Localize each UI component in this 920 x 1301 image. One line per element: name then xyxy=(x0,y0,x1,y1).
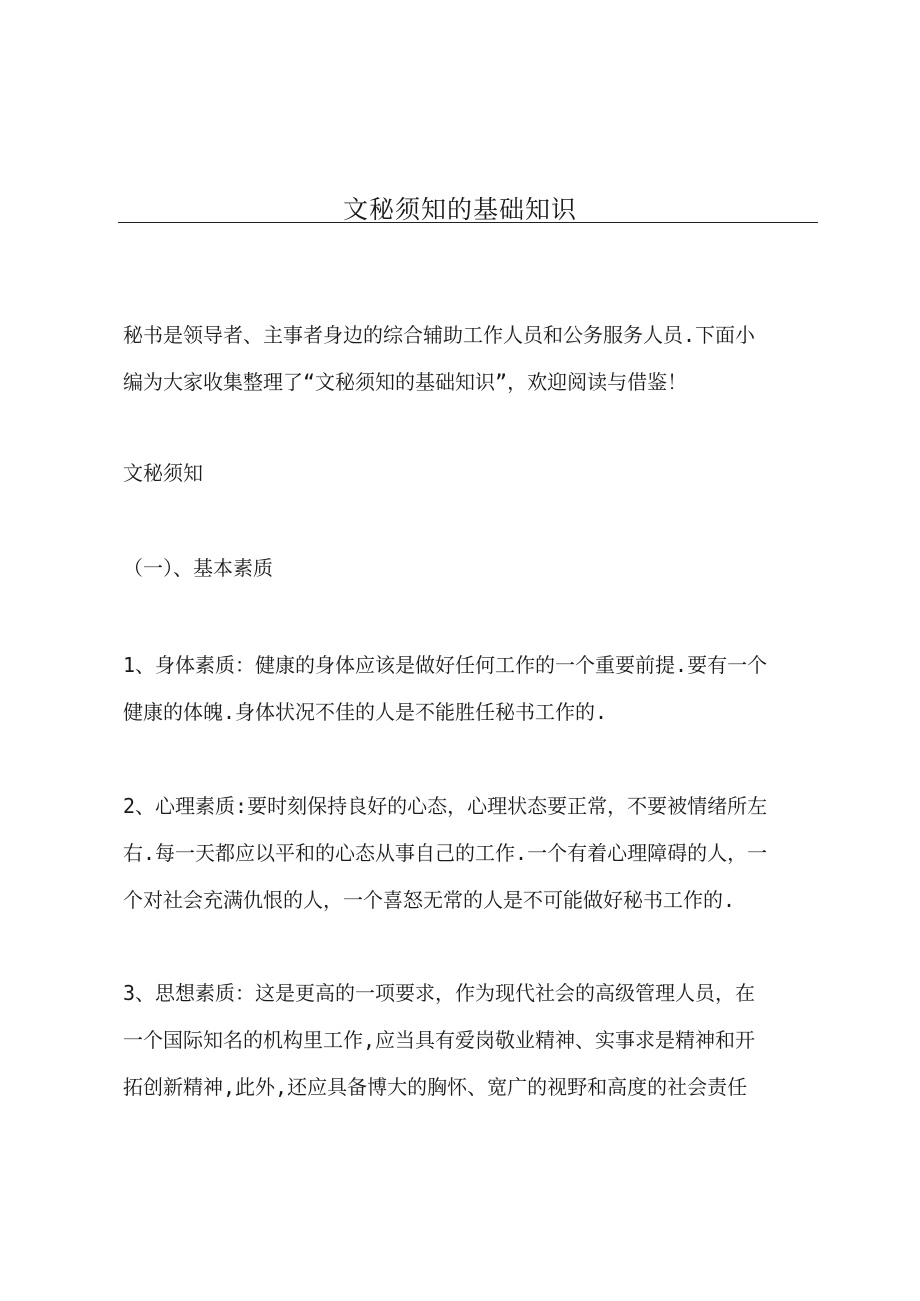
subsection-heading-text: （一）、基本素质 xyxy=(123,556,273,580)
item-3-line-1: 3、思想素质：这是更高的一项要求，作为现代社会的高级管理人员，在 xyxy=(123,981,756,1005)
section-heading-text: 文秘须知 xyxy=(123,461,203,485)
intro-line-1: 秘书是领导者、主事者身边的综合辅助工作人员和公务服务人员.下面小 xyxy=(123,323,756,347)
item-1-line-1: 1、身体素质：健康的身体应该是做好任何工作的一个重要前提.要有一个 xyxy=(123,653,768,677)
title-underline xyxy=(118,222,818,223)
item-3-paragraph xyxy=(123,970,823,1111)
item-2-paragraph xyxy=(123,783,823,924)
item-2-line-1: 2、心理素质:要时刻保持良好的心态，心理状态要正常，不要被情绪所左 xyxy=(123,794,768,818)
item-1-paragraph xyxy=(123,642,823,736)
subsection-heading xyxy=(123,545,823,592)
item-2-line-3: 个对社会充满仇恨的人，一个喜怒无常的人是不可能做好秘书工作的. xyxy=(123,888,736,912)
item-1-line-2: 健康的体魄.身体状况不佳的人是不能胜任秘书工作的. xyxy=(123,700,608,724)
intro-line-2: 编为大家收集整理了“文秘须知的基础知识”，欢迎阅读与借鉴！ xyxy=(123,370,688,394)
section-heading xyxy=(123,450,823,497)
document-title: 文秘须知的基础知识 xyxy=(342,195,577,224)
item-3-line-2: 一个国际知名的机构里工作,应当具有爱岗敬业精神、实事求是精神和开 xyxy=(123,1028,756,1052)
item-2-line-2: 右.每一天都应以平和的心态从事自己的工作.一个有着心理障碍的人，一 xyxy=(123,841,768,865)
intro-paragraph xyxy=(123,312,823,406)
item-3-line-3: 拓创新精神,此外,还应具备博大的胸怀、宽广的视野和高度的社会责任 xyxy=(123,1075,748,1099)
